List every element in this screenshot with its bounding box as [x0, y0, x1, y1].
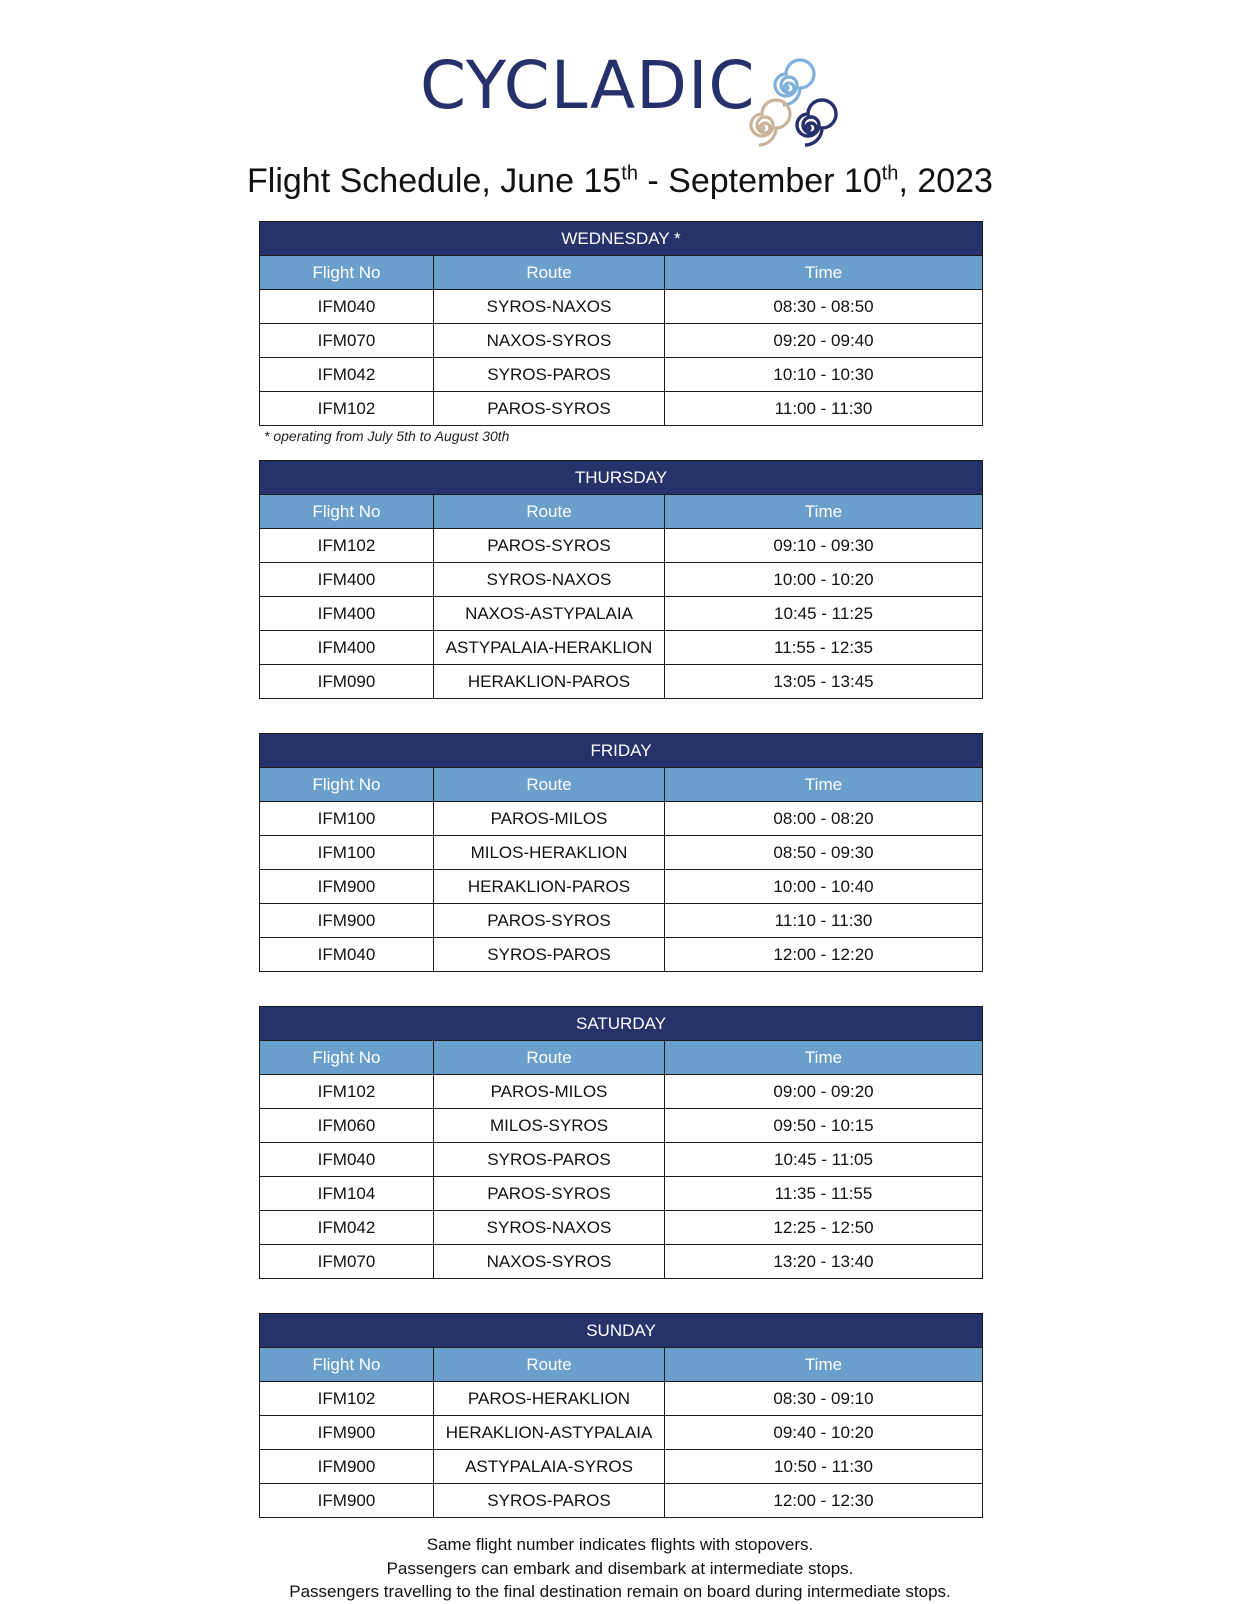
table-row: [260, 1450, 983, 1484]
flight-no-cell: IFM042: [260, 358, 434, 392]
table-row: [260, 1245, 983, 1279]
table-row: [260, 870, 983, 904]
column-header-flight-no: Flight No: [260, 1348, 434, 1382]
flight-no-cell: IFM100: [260, 802, 434, 836]
table-row: [260, 1416, 983, 1450]
time-cell: 09:10 - 09:30: [665, 529, 983, 563]
flight-no-cell: IFM040: [260, 290, 434, 324]
table-row: [260, 665, 983, 699]
day-header: THURSDAY: [260, 461, 983, 495]
table-row: [260, 529, 983, 563]
cycladic-logo: [420, 47, 850, 160]
title-text-2: - September 10: [637, 162, 882, 200]
table-row: [260, 1211, 983, 1245]
flight-no-cell: IFM040: [260, 938, 434, 972]
day-header: SUNDAY: [260, 1314, 983, 1348]
route-cell: MILOS-SYROS: [434, 1109, 665, 1143]
column-header-route: Route: [434, 1041, 665, 1075]
time-cell: 09:40 - 10:20: [665, 1416, 983, 1450]
table-row: [260, 1109, 983, 1143]
flight-no-cell: IFM100: [260, 836, 434, 870]
schedule-friday: [259, 733, 982, 972]
route-cell: HERAKLION-PAROS: [434, 870, 665, 904]
time-cell: 12:00 - 12:30: [665, 1484, 983, 1518]
route-cell: SYROS-PAROS: [434, 1143, 665, 1177]
time-cell: 11:55 - 12:35: [665, 631, 983, 665]
schedule-table: [259, 221, 983, 426]
flight-no-cell: IFM400: [260, 631, 434, 665]
route-cell: MILOS-HERAKLION: [434, 836, 665, 870]
column-header-route: Route: [434, 1348, 665, 1382]
route-cell: PAROS-MILOS: [434, 802, 665, 836]
column-header-time: Time: [665, 1041, 983, 1075]
route-cell: PAROS-SYROS: [434, 1177, 665, 1211]
note-line: Same flight number indicates flights with stopovers.: [426, 1535, 814, 1554]
schedule-saturday: [259, 1006, 982, 1279]
table-row: [260, 597, 983, 631]
flight-no-cell: IFM090: [260, 665, 434, 699]
logo-wordmark: CYCLADIC: [420, 47, 756, 124]
time-cell: 10:10 - 10:30: [665, 358, 983, 392]
route-cell: NAXOS-ASTYPALAIA: [434, 597, 665, 631]
time-cell: 13:20 - 13:40: [665, 1245, 983, 1279]
time-cell: 09:20 - 09:40: [665, 324, 983, 358]
time-cell: 08:00 - 08:20: [665, 802, 983, 836]
time-cell: 08:30 - 08:50: [665, 290, 983, 324]
route-cell: SYROS-NAXOS: [434, 563, 665, 597]
route-cell: HERAKLION-ASTYPALAIA: [434, 1416, 665, 1450]
title-text-1: Flight Schedule, June 15: [247, 162, 622, 200]
column-header-time: Time: [665, 495, 983, 529]
table-row: [260, 1075, 983, 1109]
route-cell: ASTYPALAIA-HERAKLION: [434, 631, 665, 665]
route-cell: SYROS-PAROS: [434, 1484, 665, 1518]
table-row: [260, 836, 983, 870]
title-text-3: , 2023: [898, 162, 993, 200]
time-cell: 10:45 - 11:25: [665, 597, 983, 631]
table-row: [260, 563, 983, 597]
table-row: [260, 904, 983, 938]
table-row: [260, 802, 983, 836]
time-cell: 10:00 - 10:40: [665, 870, 983, 904]
spiral-logo-icon: [420, 47, 850, 160]
route-cell: SYROS-NAXOS: [434, 290, 665, 324]
time-cell: 10:45 - 11:05: [665, 1143, 983, 1177]
flight-no-cell: IFM400: [260, 597, 434, 631]
table-row: [260, 1382, 983, 1416]
route-cell: PAROS-SYROS: [434, 392, 665, 426]
time-cell: 11:00 - 11:30: [665, 392, 983, 426]
flight-no-cell: IFM040: [260, 1143, 434, 1177]
route-cell: SYROS-PAROS: [434, 938, 665, 972]
schedule-table: [259, 733, 983, 972]
time-cell: 12:00 - 12:20: [665, 938, 983, 972]
time-cell: 09:00 - 09:20: [665, 1075, 983, 1109]
time-cell: 09:50 - 10:15: [665, 1109, 983, 1143]
flight-no-cell: IFM070: [260, 1245, 434, 1279]
route-cell: NAXOS-SYROS: [434, 1245, 665, 1279]
time-cell: 11:10 - 11:30: [665, 904, 983, 938]
day-header: WEDNESDAY *: [260, 222, 983, 256]
day-header: SATURDAY: [260, 1007, 983, 1041]
column-header-time: Time: [665, 256, 983, 290]
page-title: [0, 160, 1240, 202]
flight-no-cell: IFM042: [260, 1211, 434, 1245]
flight-no-cell: IFM900: [260, 870, 434, 904]
column-header-flight-no: Flight No: [260, 495, 434, 529]
wednesday-footnote: * operating from July 5th to August 30th: [264, 428, 510, 444]
route-cell: PAROS-HERAKLION: [434, 1382, 665, 1416]
table-row: [260, 1177, 983, 1211]
column-header-route: Route: [434, 768, 665, 802]
flight-no-cell: IFM900: [260, 1484, 434, 1518]
time-cell: 10:50 - 11:30: [665, 1450, 983, 1484]
title-sup-2: th: [881, 162, 899, 185]
route-cell: SYROS-NAXOS: [434, 1211, 665, 1245]
schedule-table: [259, 1313, 983, 1518]
table-row: [260, 631, 983, 665]
route-cell: SYROS-PAROS: [434, 358, 665, 392]
flight-no-cell: IFM060: [260, 1109, 434, 1143]
table-row: [260, 392, 983, 426]
day-header: FRIDAY: [260, 734, 983, 768]
route-cell: HERAKLION-PAROS: [434, 665, 665, 699]
route-cell: PAROS-SYROS: [434, 529, 665, 563]
flight-no-cell: IFM070: [260, 324, 434, 358]
flight-no-cell: IFM900: [260, 904, 434, 938]
time-cell: 10:00 - 10:20: [665, 563, 983, 597]
flight-no-cell: IFM104: [260, 1177, 434, 1211]
column-header-route: Route: [434, 495, 665, 529]
route-cell: ASTYPALAIA-SYROS: [434, 1450, 665, 1484]
flight-no-cell: IFM900: [260, 1416, 434, 1450]
table-row: [260, 938, 983, 972]
table-row: [260, 1484, 983, 1518]
table-row: [260, 358, 983, 392]
flight-no-cell: IFM102: [260, 392, 434, 426]
time-cell: 08:30 - 09:10: [665, 1382, 983, 1416]
time-cell: 12:25 - 12:50: [665, 1211, 983, 1245]
schedule-table: [259, 1006, 983, 1279]
flight-no-cell: IFM900: [260, 1450, 434, 1484]
column-header-time: Time: [665, 768, 983, 802]
footer-notes: [0, 1533, 1240, 1604]
title-sup-1: th: [621, 162, 638, 185]
flight-no-cell: IFM102: [260, 529, 434, 563]
table-row: [260, 1143, 983, 1177]
table-row: [260, 324, 983, 358]
flight-no-cell: IFM400: [260, 563, 434, 597]
time-cell: 08:50 - 09:30: [665, 836, 983, 870]
time-cell: 13:05 - 13:45: [665, 665, 983, 699]
schedule-wednesday: [259, 221, 982, 444]
schedule-thursday: [259, 460, 982, 699]
note-line: Passengers travelling to the final destination remain on board during intermediate stops.: [289, 1582, 951, 1601]
flight-no-cell: IFM102: [260, 1382, 434, 1416]
route-cell: NAXOS-SYROS: [434, 324, 665, 358]
column-header-route: Route: [434, 256, 665, 290]
column-header-flight-no: Flight No: [260, 768, 434, 802]
column-header-time: Time: [665, 1348, 983, 1382]
route-cell: PAROS-SYROS: [434, 904, 665, 938]
flight-no-cell: IFM102: [260, 1075, 434, 1109]
column-header-flight-no: Flight No: [260, 1041, 434, 1075]
route-cell: PAROS-MILOS: [434, 1075, 665, 1109]
note-line: Passengers can embark and disembark at intermediate stops.: [386, 1558, 854, 1578]
time-cell: 11:35 - 11:55: [665, 1177, 983, 1211]
table-row: [260, 290, 983, 324]
schedule-table: [259, 460, 983, 699]
column-header-flight-no: Flight No: [260, 256, 434, 290]
schedule-sunday: [259, 1313, 982, 1518]
